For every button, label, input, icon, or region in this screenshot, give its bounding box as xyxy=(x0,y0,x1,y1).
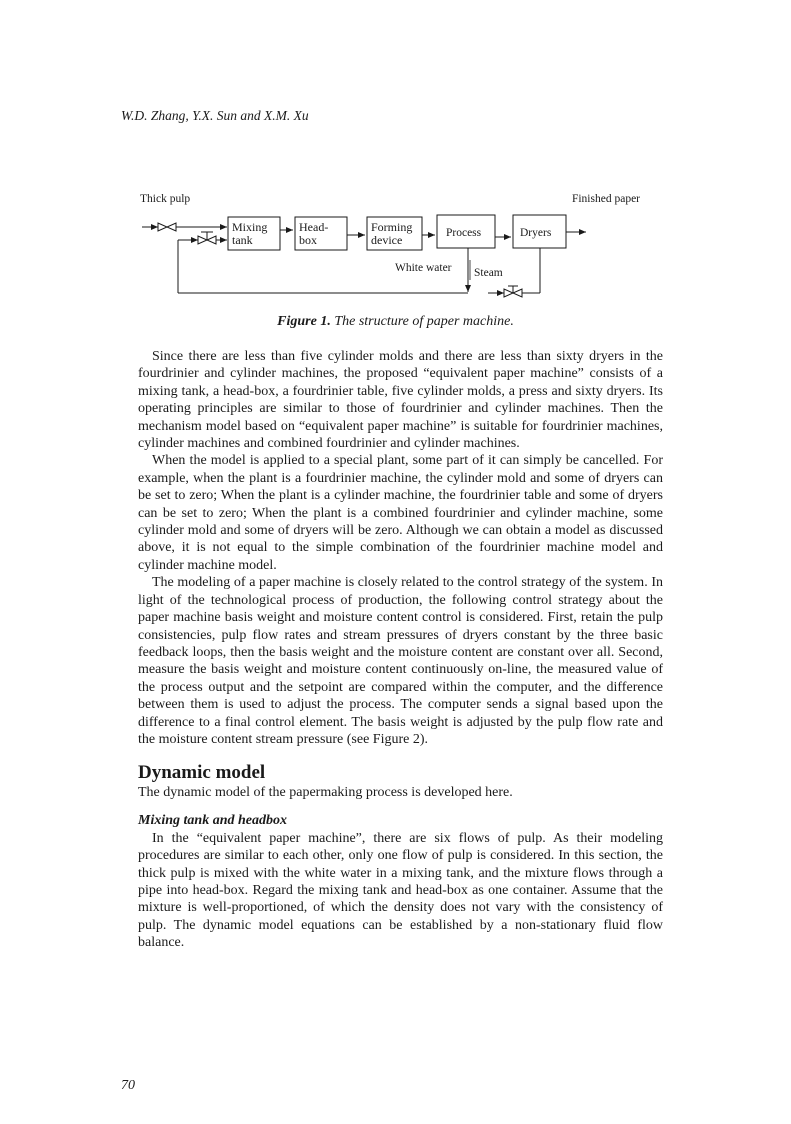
body-text xyxy=(138,348,663,952)
forming-device-label-1: Forming xyxy=(371,220,413,234)
headbox-label-1: Head- xyxy=(299,220,329,234)
dryers-label: Dryers xyxy=(520,227,552,239)
page-number: 70 xyxy=(121,1078,135,1093)
valve-icon xyxy=(158,223,176,231)
mixing-tank-label-1: Mixing xyxy=(232,220,268,234)
paper-machine-diagram xyxy=(100,180,660,305)
valve-icon xyxy=(198,232,216,244)
paragraph: The modeling of a paper machine is closely related to the control strategy of the system. In light of the technological process of production, the following control strategy about the paper machine basis weight and moisture content control is considered. First, retain the pulp consistencies, pulp flow rates and stream pressures of dryers constant by the three basic feedback loops, then the basis weight and the moisture content are constant over all. Second, measure the basis weight and moisture content continuously on-line, the measured value of the process output and the setpoint are compared within the computer, and the difference between them is used to adjust the process. The computer sends a signal based upon the difference to a final control element. The basis weight is adjusted by the pulp flow rate and the moisture content stream pressure (see Figure 2). xyxy=(138,575,663,747)
white-water-label: White water xyxy=(395,262,452,274)
finished-paper-label: Finished paper xyxy=(571,193,640,205)
running-header: W.D. Zhang, Y.X. Sun and X.M. Xu xyxy=(121,108,309,123)
steam-label: Steam xyxy=(474,267,503,279)
paragraph: In the “equivalent paper machine”, there are six flows of pulp. As their modeling procedures are similar to each other, only one flow of pulp is considered. In this section, the thick pulp is mixed with the white water in a mixing tank, and the mixture flows through a pipe into head-box. Regard the mixing tank and head-box as one container. Assume that the mixture is well-proportioned, of which the density does not vary with the consistency of pulp. The dynamic model equations can be established by a non-stationary fluid flow balance. xyxy=(138,830,663,951)
figure-caption-text: The structure of paper machine. xyxy=(334,314,514,329)
section-intro: The dynamic model of the papermaking process is developed here. xyxy=(138,785,513,801)
valve-icon xyxy=(504,286,522,297)
mixing-tank-label-2: tank xyxy=(232,233,253,247)
figure-caption xyxy=(0,314,791,330)
paragraph: When the model is applied to a special plant, some part of it can simply be cancelled. For example, when the plant is a fourdrinier machine, the cylinder mold and some of dryers can be set to zero; When the plant is a cylinder machine, the fourdrinier table and some of dryers can be set to zero; When the plant is a combined fourdrinier and cylinder machine, some cylinder mold and some of dryers will be zero. Although we can obtain a model as discussed above, it is not equal to the simple combination of the fourdrinier machine model and cylinder machine model. xyxy=(138,453,663,573)
thick-pulp-label: Thick pulp xyxy=(140,193,191,205)
forming-device-label-2: device xyxy=(371,233,403,247)
subsection-title: Mixing tank and headbox xyxy=(138,812,287,828)
process-label: Process xyxy=(446,227,482,239)
headbox-label-2: box xyxy=(299,233,317,247)
section-title: Dynamic model xyxy=(138,762,266,784)
figure-number: Figure 1. xyxy=(277,314,331,329)
paragraph: Since there are less than five cylinder molds and there are less than sixty dryers in the fourdrinier and cylinder machines, the proposed “equivalent paper machine” consists of a mixing tank, a head-box, a fourdrinier table, five cylinder molds, a press and sixty dryers. Its operating principles are similar to those of fourdrinier and cylinder machines. Then the mechanism model based on “equivalent paper machine” is suitable for fourdrinier machines, cylinder machines and combined fourdrinier and cylinder machines. xyxy=(138,349,663,452)
